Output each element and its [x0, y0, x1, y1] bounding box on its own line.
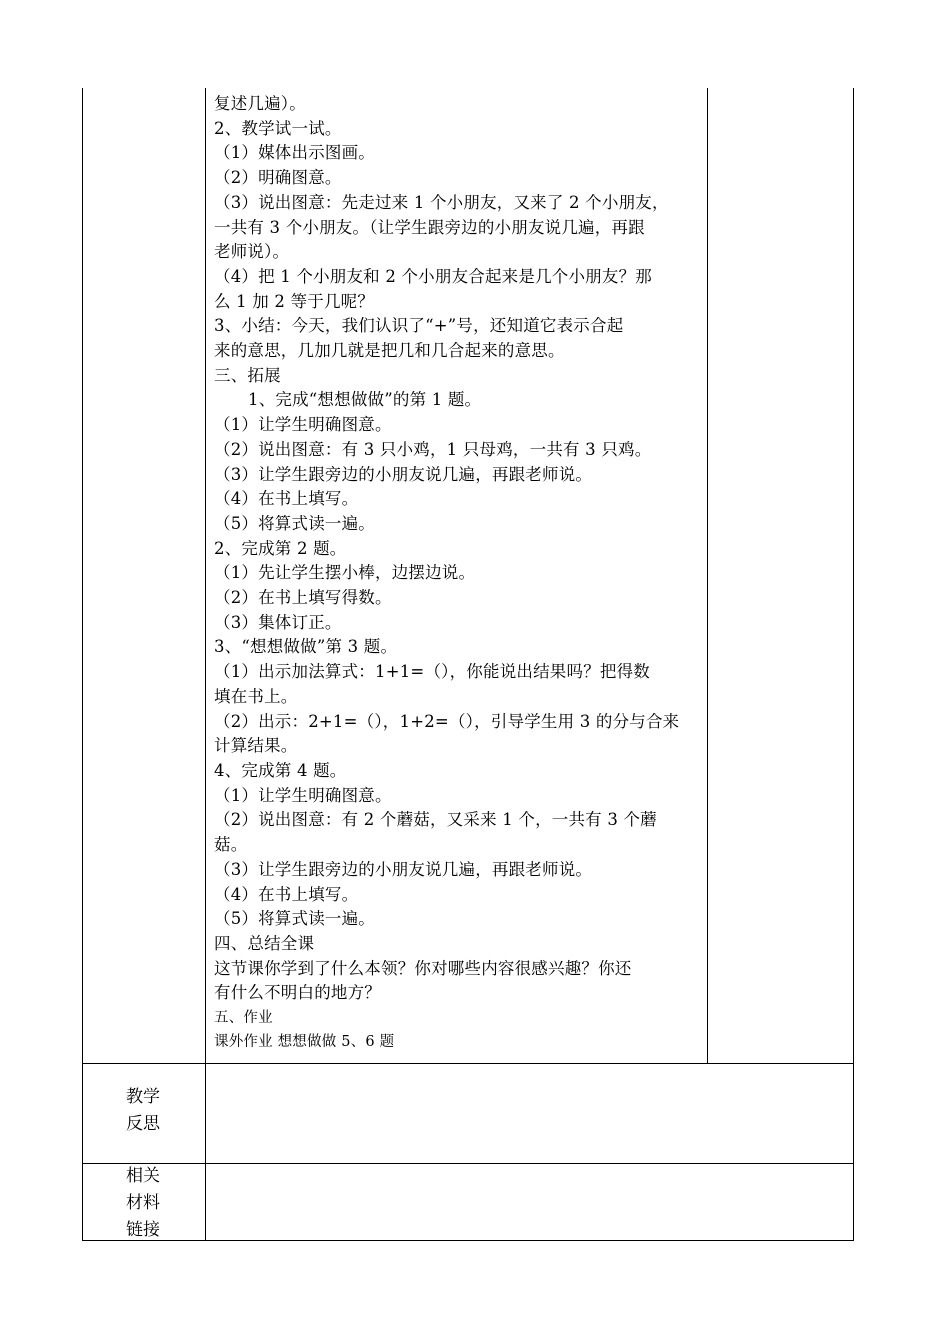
- table-outer-border: [853, 88, 854, 1240]
- reflection-label-line: 教学: [126, 1087, 160, 1107]
- row-divider-1: [82, 1063, 853, 1064]
- content-line: 一共有 3 个小朋友。（让学生跟旁边的小朋友说几遍，再跟: [214, 217, 645, 237]
- homework-line: 课外作业 想想做做 5、6 题: [214, 1034, 395, 1051]
- section-heading: 五、作业: [214, 1010, 273, 1027]
- content-line: 老师说）。: [214, 242, 290, 262]
- content-line: 复述几遍）。: [214, 94, 306, 113]
- content-line: 1、完成“想想做做”的第 1 题。: [248, 390, 482, 410]
- content-line: 4、完成第 4 题。: [214, 760, 347, 780]
- content-line: 有什么不明白的地方？: [214, 983, 381, 1003]
- column-divider-left: [205, 88, 206, 1240]
- content-line: （4）在书上填写。: [214, 489, 359, 509]
- reflection-label-line: 反思: [126, 1114, 160, 1134]
- column-divider-right: [707, 88, 708, 1063]
- content-line: 3、小结：今天，我们认识了“+”号，还知道它表示合起: [214, 316, 624, 336]
- content-line: （5）将算式读一遍。: [214, 513, 375, 533]
- reflection-label: [103, 1084, 183, 1138]
- materials-label-line: 相关: [126, 1166, 160, 1186]
- content-line: 么 1 加 2 等于几呢？: [214, 291, 375, 311]
- content-line: 填在书上。: [214, 686, 298, 706]
- content-line: 2、完成第 2 题。: [214, 538, 347, 558]
- content-line: （5）将算式读一遍。: [214, 909, 375, 929]
- content-line: （3）让学生跟旁边的小朋友说几遍，再跟老师说。: [214, 859, 593, 879]
- content-line: （1）出示加法算式：1+1=（），你能说出结果吗？把得数: [214, 662, 650, 682]
- content-line: （2）出示：2+1=（），1+2=（），引导学生用 3 的分与合来: [214, 711, 680, 731]
- content-line: （3）集体订正。: [214, 612, 342, 632]
- content-line: （2）说出图意：有 2 个蘑菇，又采来 1 个，一共有 3 个蘑: [214, 810, 657, 830]
- content-line: （1）媒体出示图画。: [214, 143, 375, 163]
- content-line: 计算结果。: [214, 736, 298, 756]
- content-line: （4）把 1 个小朋友和 2 个小朋友合起来是几个小朋友？那: [214, 266, 652, 286]
- content-line: （3）说出图意：先走过来 1 个小朋友，又来了 2 个小朋友，: [214, 192, 669, 212]
- section-heading: 三、拓展: [214, 365, 281, 385]
- content-line: （4）在书上填写。: [214, 884, 359, 904]
- content-line: （1）先让学生摆小棒，边摆边说。: [214, 563, 476, 583]
- lesson-content: [214, 92, 704, 1054]
- content-line: （2）明确图意。: [214, 168, 342, 188]
- content-line: （3）让学生跟旁边的小朋友说几遍，再跟老师说。: [214, 464, 593, 484]
- content-line: 2、教学试一试。: [214, 118, 342, 138]
- content-line: 这节课你学到了什么本领？你对哪些内容很感兴趣？你还: [214, 958, 632, 978]
- row-divider-2: [82, 1163, 853, 1164]
- content-line: （2）在书上填写得数。: [214, 588, 392, 608]
- content-line: 3、“想想做做”第 3 题。: [214, 637, 398, 657]
- section-heading: 四、总结全课: [214, 933, 315, 953]
- materials-label: [103, 1163, 183, 1244]
- materials-label-line: 链接: [126, 1220, 160, 1240]
- content-line: （1）让学生明确图意。: [214, 785, 392, 805]
- content-line: 菇。: [214, 835, 248, 855]
- materials-label-line: 材料: [126, 1193, 160, 1213]
- content-line: 来的意思，几加几就是把几和几合起来的意思。: [214, 341, 565, 361]
- content-line: （2）说出图意：有 3 只小鸡，1 只母鸡，一共有 3 只鸡。: [214, 439, 652, 459]
- content-line: （1）让学生明确图意。: [214, 415, 392, 435]
